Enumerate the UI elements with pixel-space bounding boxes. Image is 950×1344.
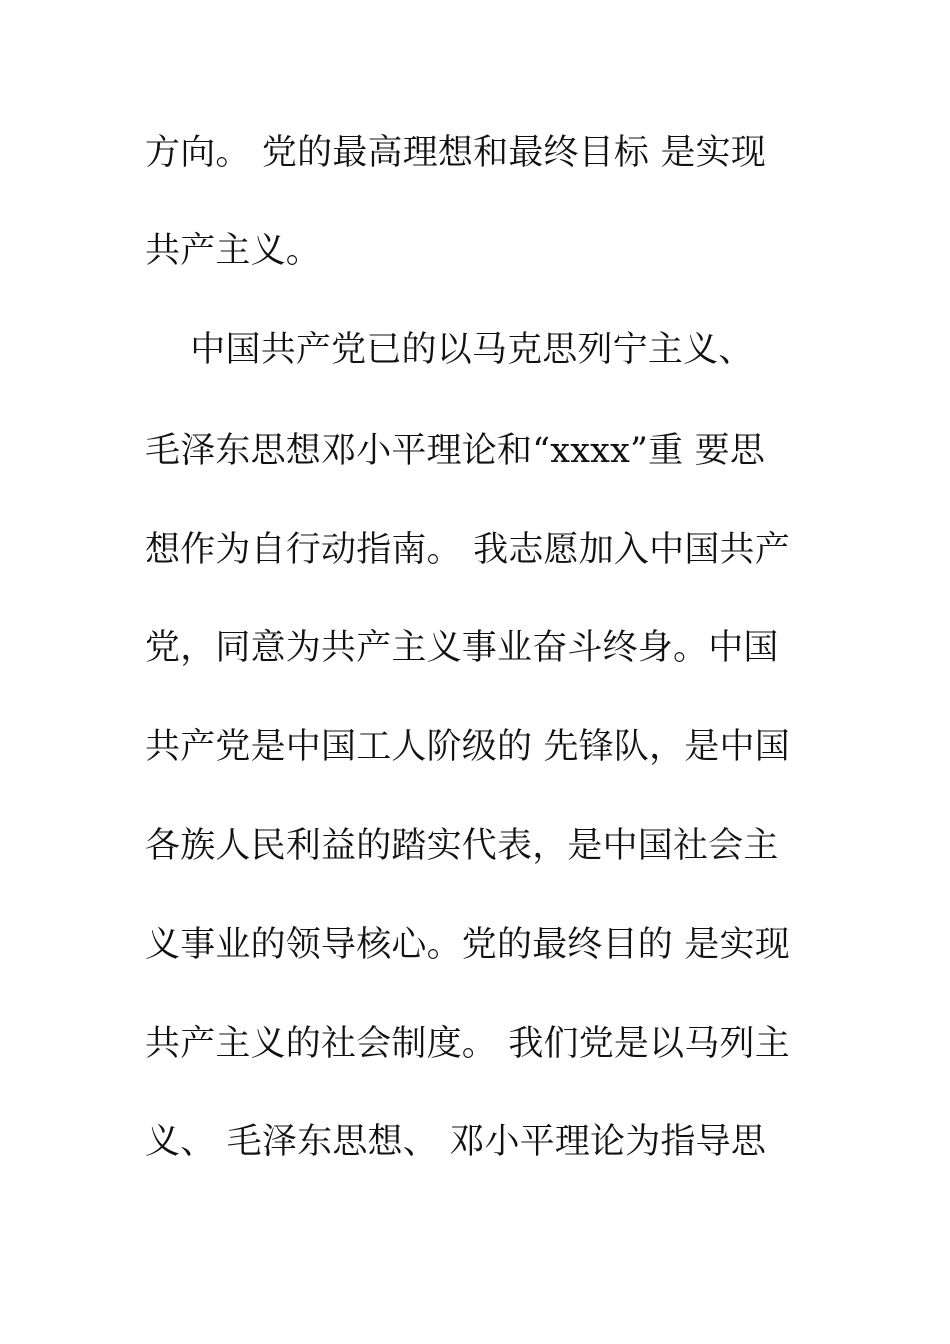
text-line-5: 想作为自行动指南。 我志愿加入中国共产 bbox=[145, 530, 790, 570]
text-line-6: 党，同意为共产主义事业奋斗终身。中国 bbox=[145, 628, 779, 668]
text-line-3: 中国共产党已的以马克思列宁主义、 bbox=[145, 330, 754, 370]
text-line-1: 方向。 党的最高理想和最终目标 是实现 bbox=[145, 133, 767, 173]
text-line-4: 毛泽东思想邓小平理论和“xxxx”重 要思 bbox=[145, 431, 766, 471]
text-line-2: 共产主义。 bbox=[145, 231, 322, 271]
text-line-10: 共产主义的社会制度。 我们党是以马列主 bbox=[145, 1024, 790, 1064]
text-line-7: 共产党是中国工人阶级的 先锋队，是中国 bbox=[145, 727, 790, 767]
text-line-8: 各族人民利益的踏实代表，是中国社会主 bbox=[145, 826, 779, 866]
text-line-11: 义、 毛泽东思想、 邓小平理论为指导思 bbox=[145, 1122, 767, 1162]
text-line-9: 义事业的领导核心。党的最终目的 是实现 bbox=[145, 925, 790, 965]
